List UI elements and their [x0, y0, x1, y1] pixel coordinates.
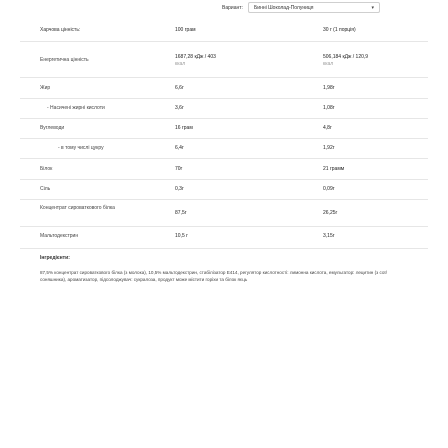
row-label: Білок	[40, 166, 53, 172]
per-100g-header: 100 грам	[175, 27, 196, 33]
per-serving-value: 1,08г	[323, 105, 335, 111]
divider	[20, 138, 428, 139]
row-label: Харчова цінність:	[40, 27, 81, 33]
divider	[20, 158, 428, 159]
divider	[20, 179, 428, 180]
per-100g-value: 3,6г	[175, 105, 184, 111]
row-label: Концентрат сироваткового білка	[40, 205, 115, 211]
per-100g-value: 6,6г	[175, 85, 184, 91]
chevron-down-icon: ▾	[371, 4, 374, 11]
divider	[20, 248, 428, 249]
per-100g-value: 6,4г	[175, 145, 184, 151]
variant-bar	[0, 0, 448, 16]
row-label: - Насичені жирні кислоти	[47, 105, 105, 111]
variant-select[interactable]	[248, 2, 380, 13]
per-serving-header: 30 г (1 порція)	[323, 27, 356, 33]
variant-label: Вариант:	[222, 5, 243, 11]
energy-value: 1687,28 кДж / 403	[175, 54, 216, 60]
divider	[20, 118, 428, 119]
ingredients-text: 87,5% концентрат сироваткового білка (з молока), 10,5% мальтодекстрин, стабілізатор E414, регулятор кислотності: лимонна кислота, емульгатор: лецитин (з сої/соняшника), ароматизатор, підсолоджувач: сукралоза, продукт може містити горіхи та білок яєць	[40, 270, 387, 282]
row-label: Вуглеводи	[40, 125, 65, 131]
per-serving-value: 21 грамм	[323, 166, 345, 172]
per-serving-value	[323, 54, 368, 67]
divider	[20, 199, 428, 200]
per-serving-value: 0,09г	[323, 186, 335, 192]
per-100g-value: 87,5г	[175, 210, 187, 216]
energy-unit: ккал	[175, 60, 186, 67]
per-100g-value: 0,3г	[175, 186, 184, 192]
per-serving-value: 3,15г	[323, 233, 335, 239]
per-serving-value: 4,8г	[323, 125, 332, 131]
per-100g-value: 70г	[175, 166, 183, 172]
per-100g-value: 10,5 г	[175, 233, 188, 239]
row-label: Енергетична цінність	[40, 57, 89, 63]
divider	[20, 98, 428, 99]
variant-selected-value: Бинні Шоколад-Полуниця	[254, 4, 314, 11]
ingredients-title: Інгредієнти:	[40, 255, 70, 261]
per-serving-value: 1,92г	[323, 145, 335, 151]
row-label: - в тому числі цукру	[58, 145, 104, 151]
row-label: Мальтодекстрин	[40, 233, 79, 239]
energy-unit: ккал	[323, 60, 334, 67]
row-label: Сіль	[40, 186, 51, 192]
divider	[20, 226, 428, 227]
energy-value: 506,184 кДж / 120,9	[323, 54, 369, 60]
per-serving-value: 1,98г	[323, 85, 335, 91]
divider	[20, 77, 428, 78]
row-label: Жир	[40, 85, 51, 91]
per-100g-value	[175, 54, 216, 67]
divider	[20, 41, 428, 42]
per-serving-value: 26,25г	[323, 210, 338, 216]
per-100g-value: 16 грам	[175, 125, 193, 131]
